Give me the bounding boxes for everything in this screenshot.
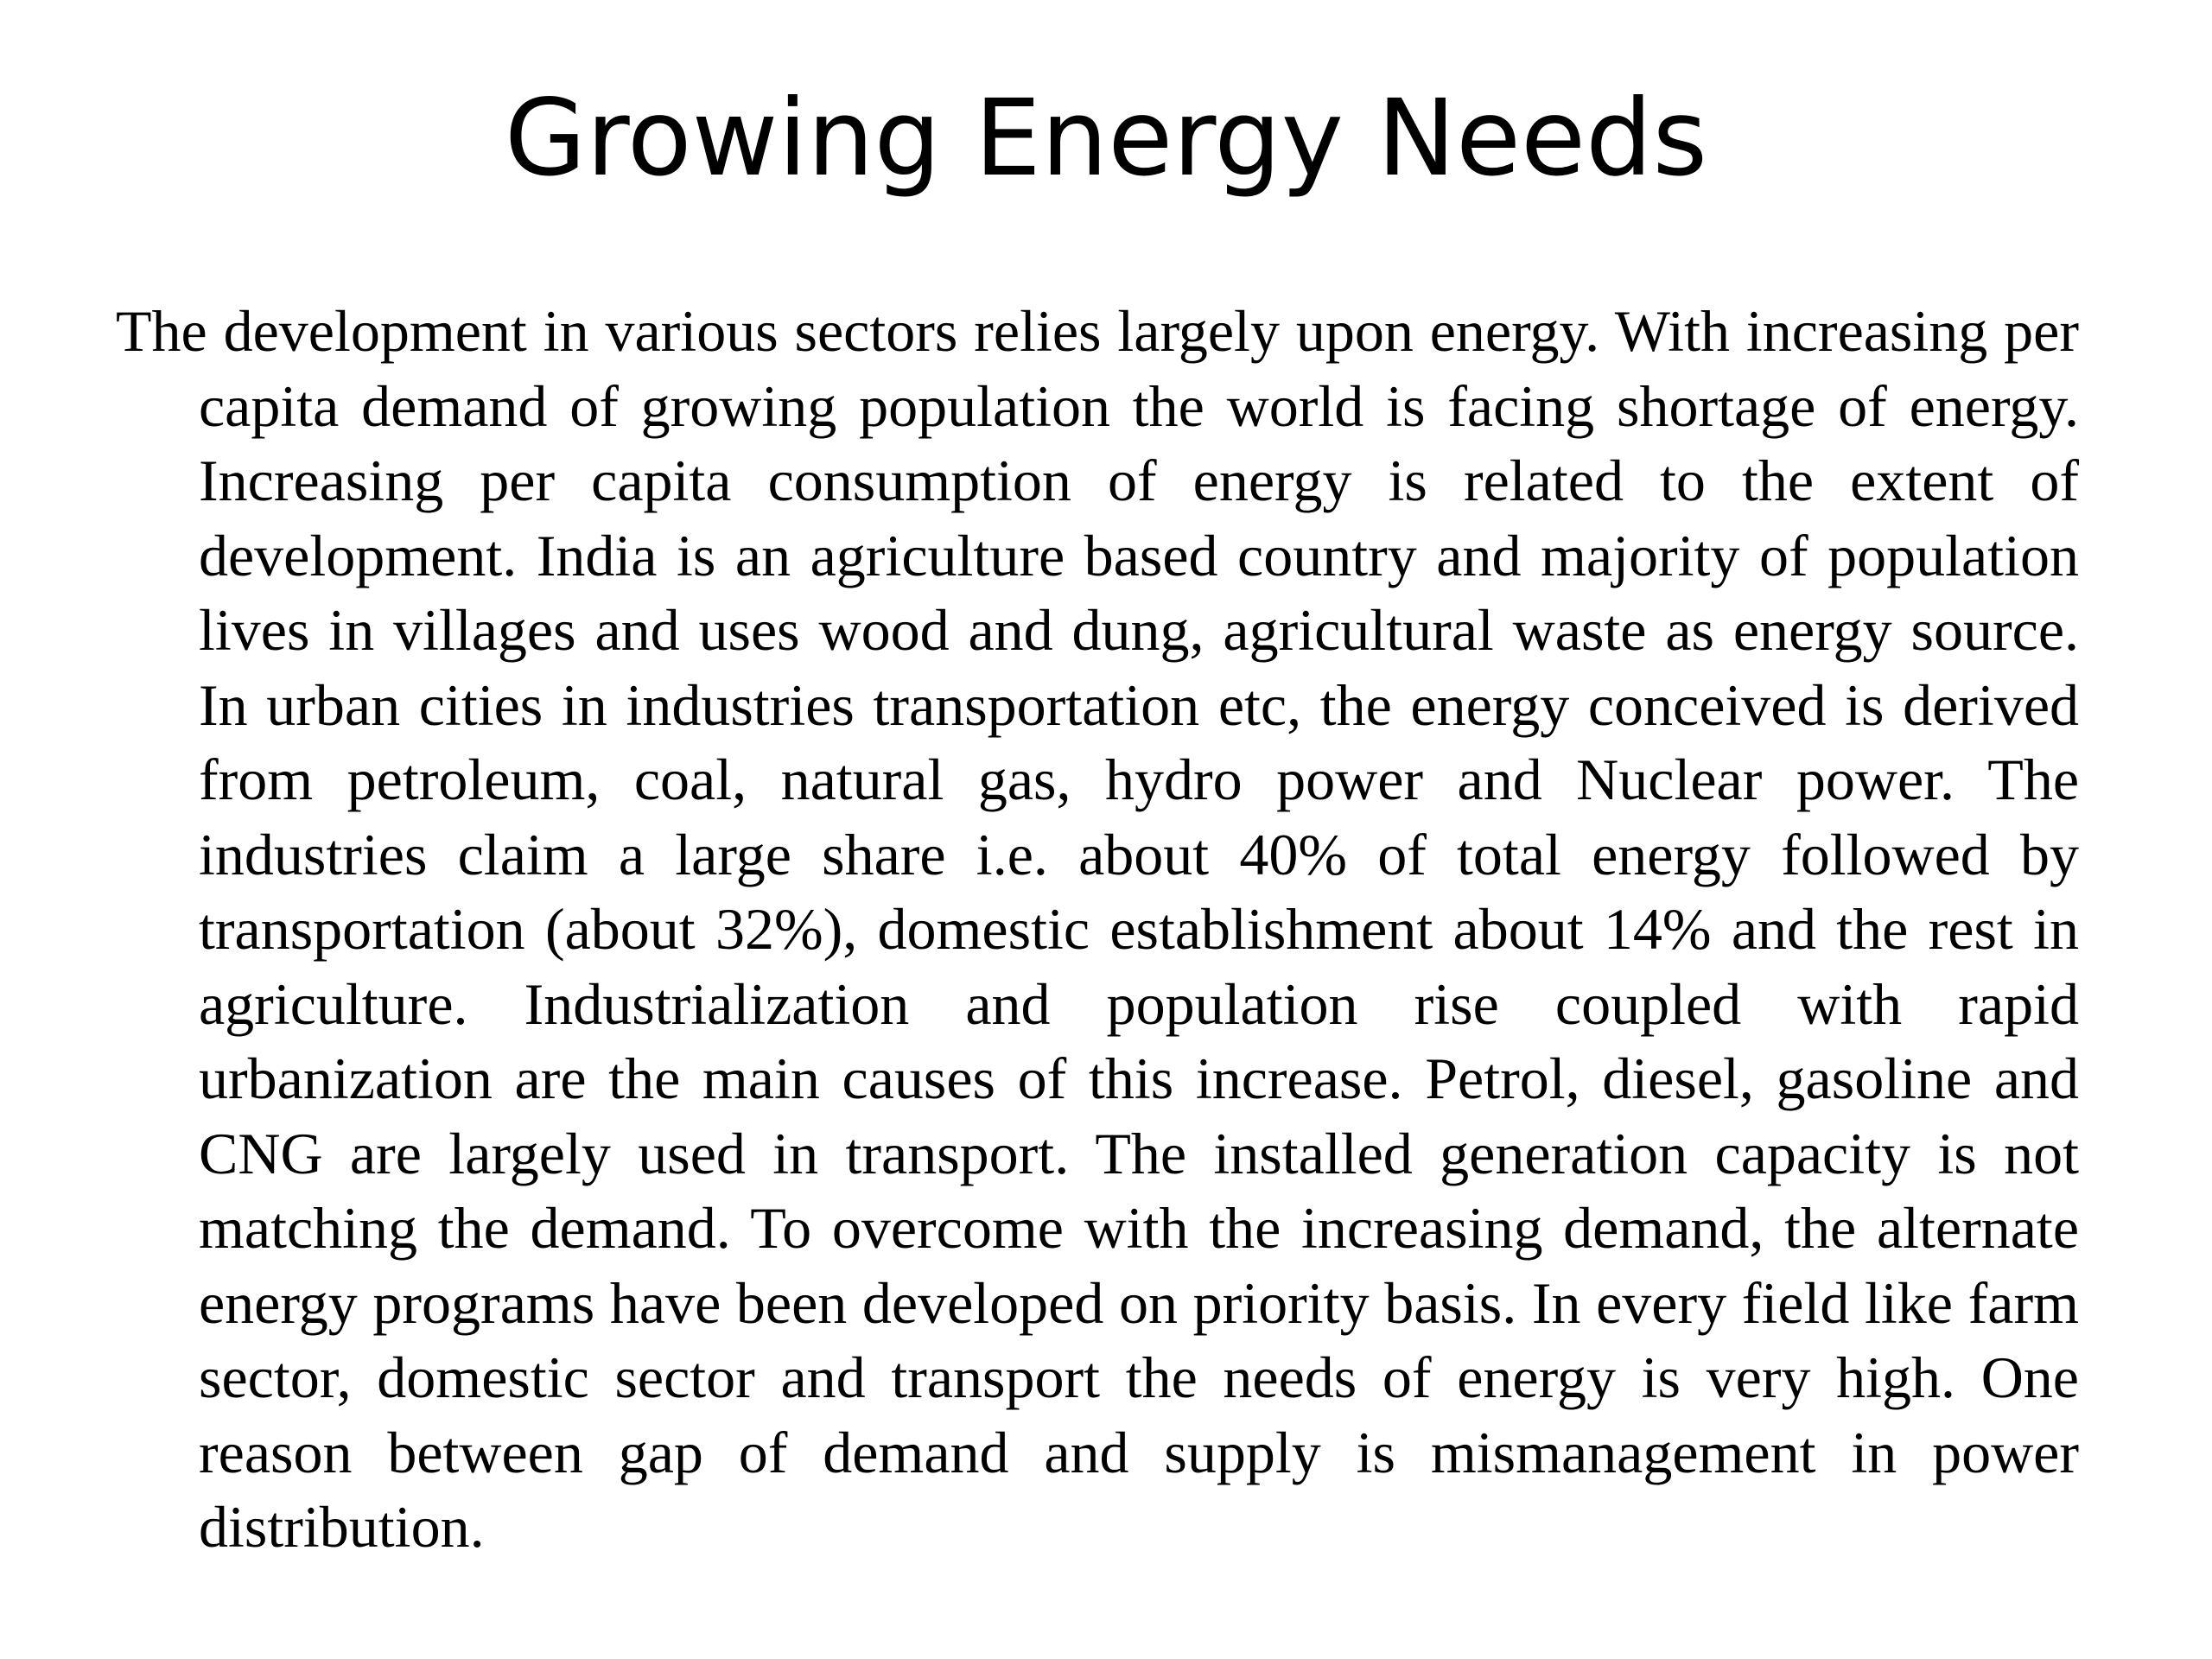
slide-title: Growing Energy Needs — [504, 77, 1708, 200]
slide-body-paragraph: The development in various sectors relies largely upon energy. With increasing per capita demand of growing population the world is facing shortage of energy. Increasing per capita consumption of energy is related to the extent of development. India is an agriculture based country and majority of population lives in villages and uses wood and dung, agricultural waste as energy source. In urban cities in industries transportation etc, the energy conceived is derived from petroleum, coal, natural gas, hydro power and Nuclear power. The industries claim a large share i.e. about 40% of total energy followed by transportation (about 32%), domestic establishment about 14% and the rest in agriculture. Industrialization and population rise coupled with rapid urbanization are the main causes of this increase. Petrol, diesel, gasoline and CNG are largely used in transport. The installed generation capacity is not matching the demand. To overcome with the increasing demand, the alternate energy programs have been developed on priority basis. In every field like farm sector, domestic sector and transport the needs of energy is very high. One reason between gap of demand and supply is mismanagement in power distribution. — [116, 298, 2079, 1560]
